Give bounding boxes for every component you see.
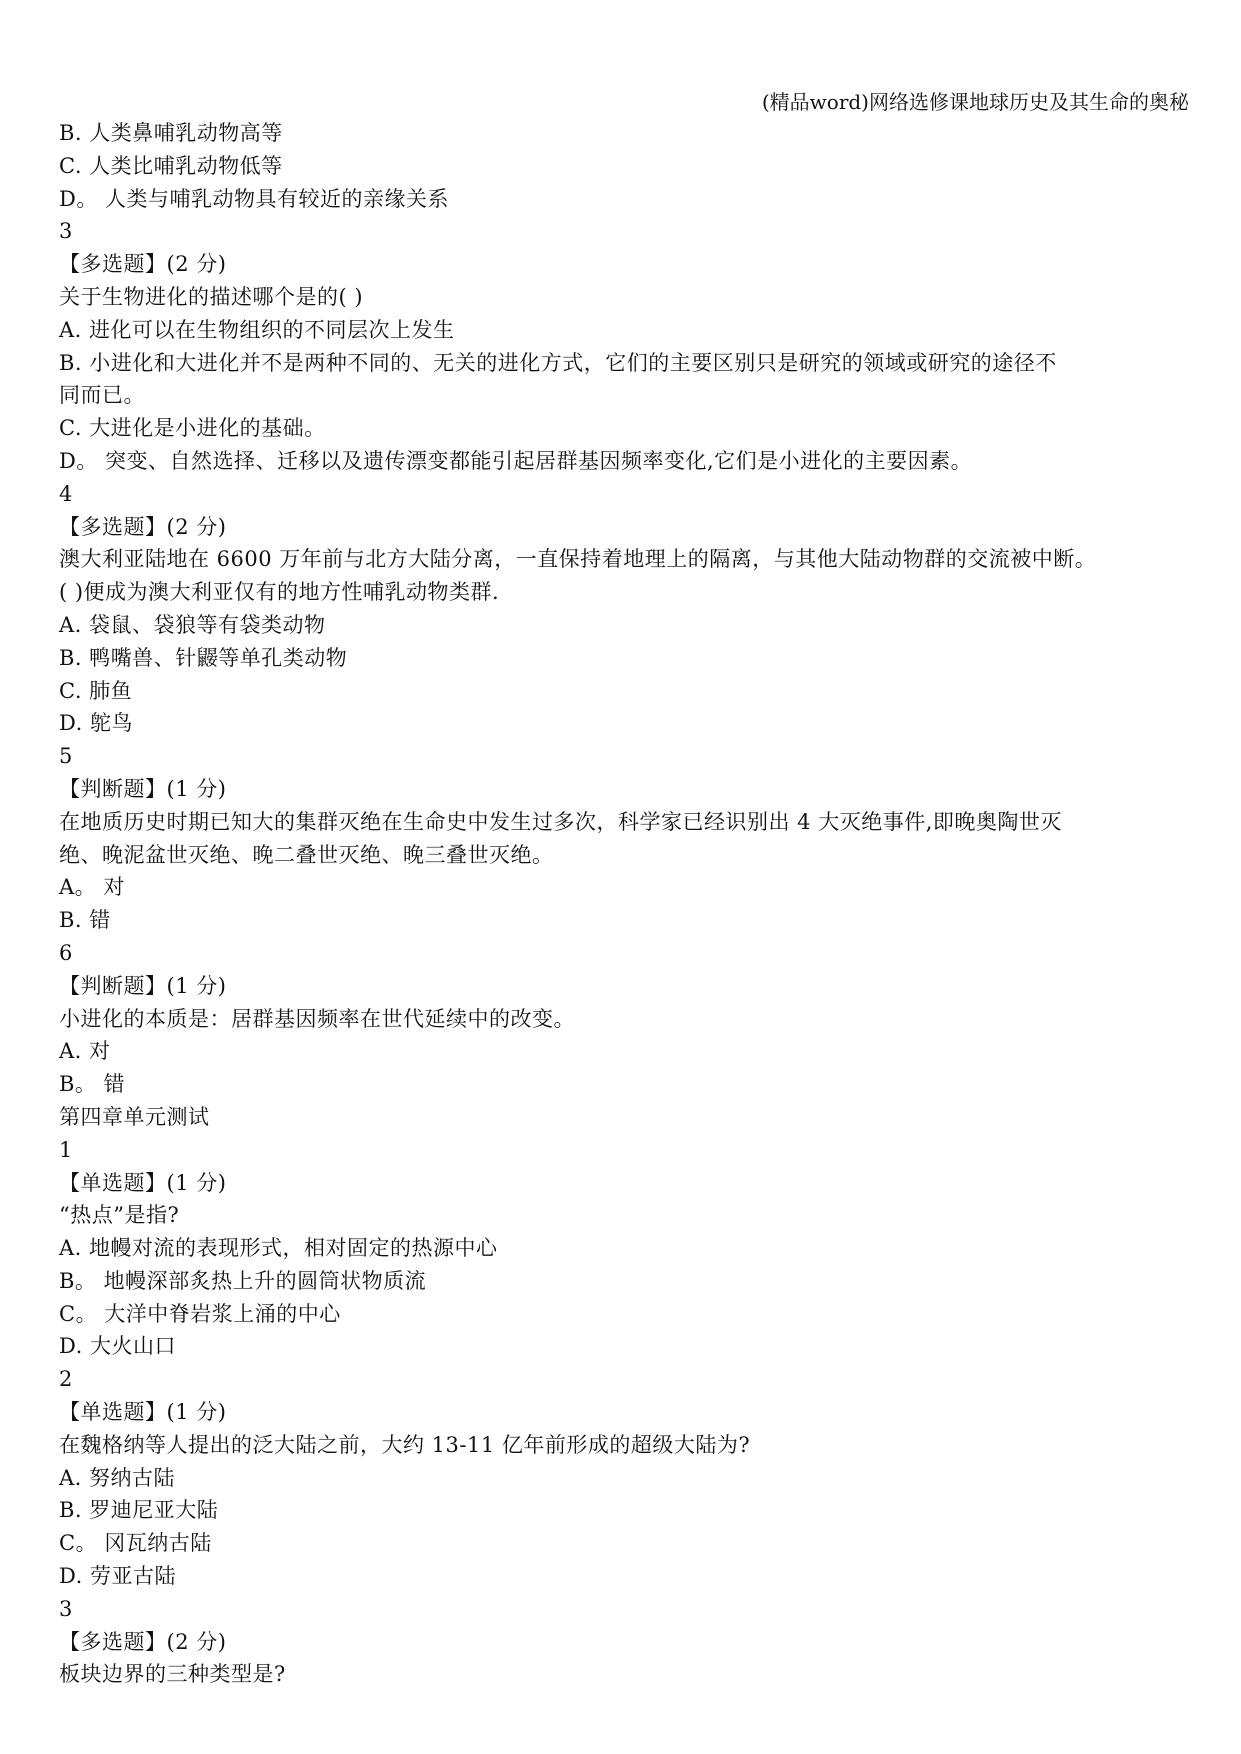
option-c: C。 冈瓦纳古陆 — [59, 1531, 212, 1556]
question-number: 1 — [59, 1137, 73, 1162]
option-b: B。 地幔深部炙热上升的圆筒状物质流 — [59, 1268, 427, 1293]
question-type: 【多选题】(2 分) — [59, 1629, 227, 1654]
option-a: A. 努纳古陆 — [59, 1465, 176, 1490]
question-number: 5 — [59, 744, 73, 769]
option-a: A. 地幔对流的表现形式，相对固定的热源中心 — [59, 1236, 498, 1261]
option-b: B. 小进化和大进化并不是两种不同的、无关的进化方式，它们的主要区别只是研究的领域或研究的途径不 — [59, 350, 1057, 375]
question-text: 在魏格纳等人提出的泛大陆之前，大约 13-11 亿年前形成的超级大陆为? — [59, 1432, 751, 1457]
section-heading: 第四章单元测试 — [59, 1104, 210, 1129]
option-a: A. 对 — [59, 1039, 111, 1064]
question-type: 【判断题】(1 分) — [59, 973, 227, 998]
option-c: C. 人类比哺乳动物低等 — [59, 153, 283, 178]
question-text: 小进化的本质是：居群基因频率在世代延续中的改变。 — [59, 1006, 575, 1031]
question-number: 3 — [59, 219, 73, 244]
question-text: 关于生物进化的描述哪个是的( ) — [59, 284, 364, 309]
option-b: B. 人类鼻哺乳动物高等 — [59, 121, 283, 145]
option-b: B. 鸭嘴兽、针鼹等单孔类动物 — [59, 645, 348, 670]
option-a: A。 对 — [59, 875, 125, 900]
question-type: 【多选题】(2 分) — [59, 514, 227, 539]
question-number: 4 — [59, 481, 73, 506]
option-b: B. 罗迪尼亚大陆 — [59, 1498, 219, 1523]
option-d: D. 大火山口 — [59, 1334, 176, 1359]
document-body — [59, 117, 1183, 1691]
question-text: 在地质历史时期已知大的集群灭绝在生命史中发生过多次，科学家已经识别出 4 大灭绝事件,即晚奥陶世灭 — [59, 809, 1062, 834]
question-type: 【单选题】(1 分) — [59, 1400, 227, 1425]
question-type: 【判断题】(1 分) — [59, 776, 227, 801]
option-d: D. 鸵鸟 — [59, 711, 133, 736]
page-header: (精品word)网络选修课地球历史及其生命的奥秘 — [761, 90, 1189, 114]
question-type: 【单选题】(1 分) — [59, 1170, 227, 1195]
option-c: C. 大进化是小进化的基础。 — [59, 416, 326, 441]
question-number: 6 — [59, 940, 73, 965]
option-b: B。 错 — [59, 1072, 126, 1097]
question-number: 2 — [59, 1367, 73, 1392]
option-c: C. 肺鱼 — [59, 678, 133, 703]
question-text: 板块边界的三种类型是? — [59, 1662, 286, 1687]
question-number: 3 — [59, 1596, 73, 1621]
option-c: C。 大洋中脊岩浆上涌的中心 — [59, 1301, 341, 1326]
question-text: “热点”是指? — [59, 1203, 180, 1228]
option-a: A. 进化可以在生物组织的不同层次上发生 — [59, 317, 455, 342]
question-text-continued: ( )便成为澳大利亚仅有的地方性哺乳动物类群. — [59, 580, 500, 605]
option-b: B. 错 — [59, 908, 111, 933]
option-d: D。 突变、自然选择、迁移以及遗传漂变都能引起居群基因频率变化,它们是小进化的主要因素。 — [59, 448, 973, 473]
option-a: A. 袋鼠、袋狼等有袋类动物 — [59, 612, 326, 637]
option-d: D。 人类与哺乳动物具有较近的亲缘关系 — [59, 186, 450, 211]
question-text: 澳大利亚陆地在 6600 万年前与北方大陆分离，一直保持着地理上的隔离，与其他大陆动物群的交流被中断。 — [59, 547, 1097, 572]
question-type: 【多选题】(2 分) — [59, 252, 227, 277]
option-d: D. 劳亚古陆 — [59, 1564, 176, 1589]
question-text-continued: 绝、晚泥盆世灭绝、晚二叠世灭绝、晚三叠世灭绝。 — [59, 842, 554, 867]
option-b-continued: 同而已。 — [59, 383, 145, 408]
